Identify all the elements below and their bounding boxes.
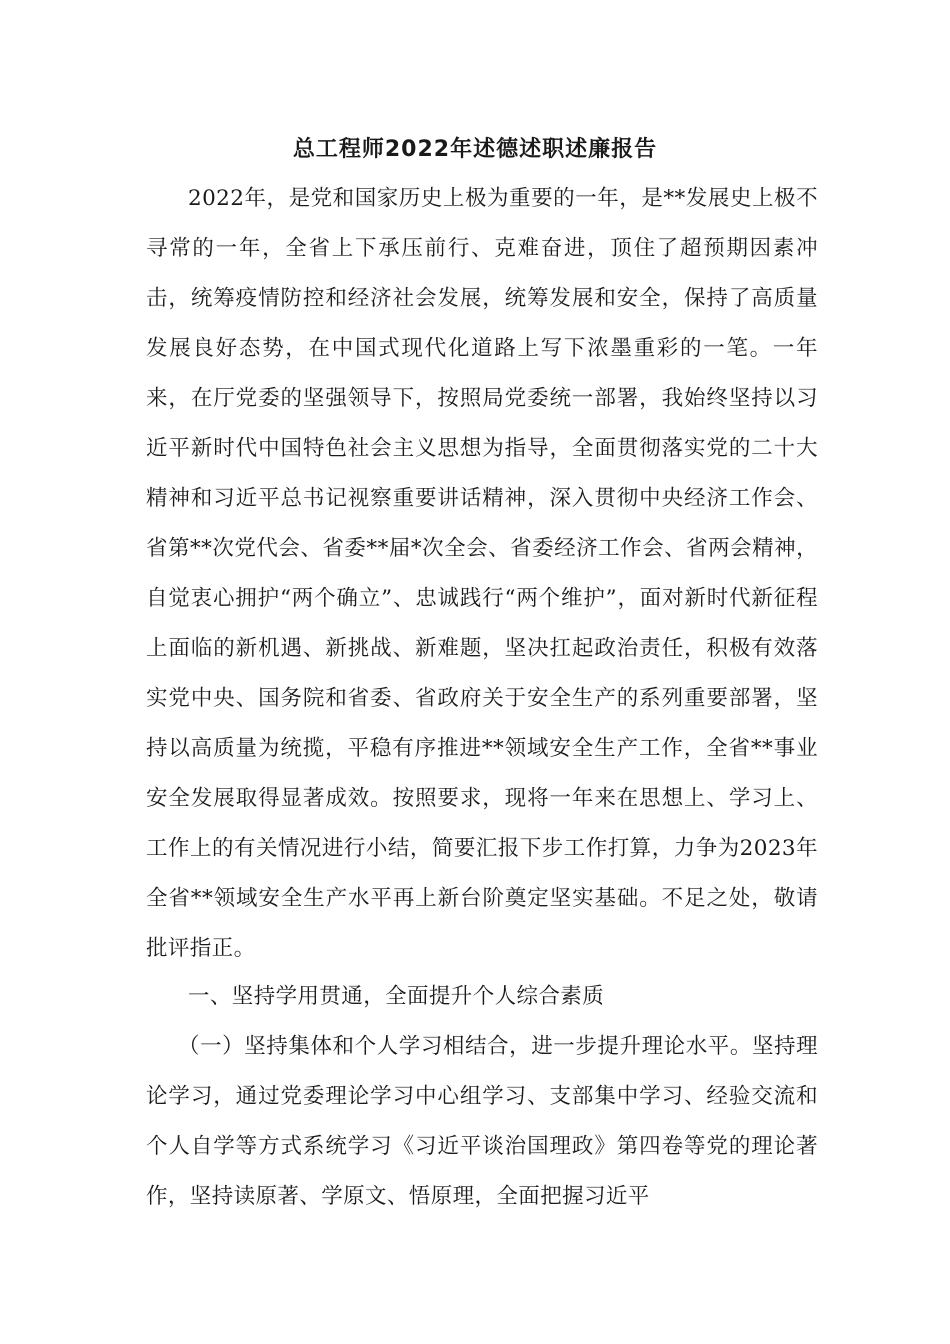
document-title: 总工程师2022年述德述职述廉报告 bbox=[292, 137, 658, 162]
intro-paragraph: 2022年，是党和国家历史上极为重要的一年，是**发展史上极不寻常的一年，全省上下承压前行、克难奋进，顶住了超预期因素冲击，统筹疫情防控和经济社会发展，统筹发展和安全，保持了高质量发展良好态势，在中国式现代化道路上写下浓墨重彩的一笔。一年来，在厅党委的坚强领导下，按照局党委统一部署，我始终坚持以习近平新时代中国特色社会主义思想为指导，全面贯彻落实党的二十大精神和习近平总书记视察重要讲话精神，深入贯彻中央经济工作会、省第**次党代会、省委**届*次全会、省委经济工作会、省两会精神，自觉衷心拥护“两个确立”、忠诚践行“两个维护”，面对新时代新征程上面临的新机遇、新挑战、新难题，坚决扛起政治责任，积极有效落实党中央、国务院和省委、省政府关于安全生产的系列重要部署，坚持以高质量为统揽，平稳有序推进**领域安全生产工作，全省**事业安全发展取得显著成效。按照要求，现将一年来在思想上、学习上、工作上的有关情况进行小结，简要汇报下步工作打算，力争为2023年全省**领域安全生产水平再上新台阶奠定坚实基础。不足之处，敬请批评指正。 bbox=[146, 186, 818, 961]
section-heading: 一、坚持学用贯通，全面提升个人综合素质 bbox=[188, 984, 605, 1009]
subsection-paragraph: （一）坚持集体和个人学习相结合，进一步提升理论水平。坚持理论学习，通过党委理论学习中心组学习、支部集中学习、经验交流和个人自学等方式系统学习《习近平谈治国理政》第四卷等党的理论著作，坚持读原著、学原文、悟原理，全面把握习近平 bbox=[146, 1034, 818, 1209]
